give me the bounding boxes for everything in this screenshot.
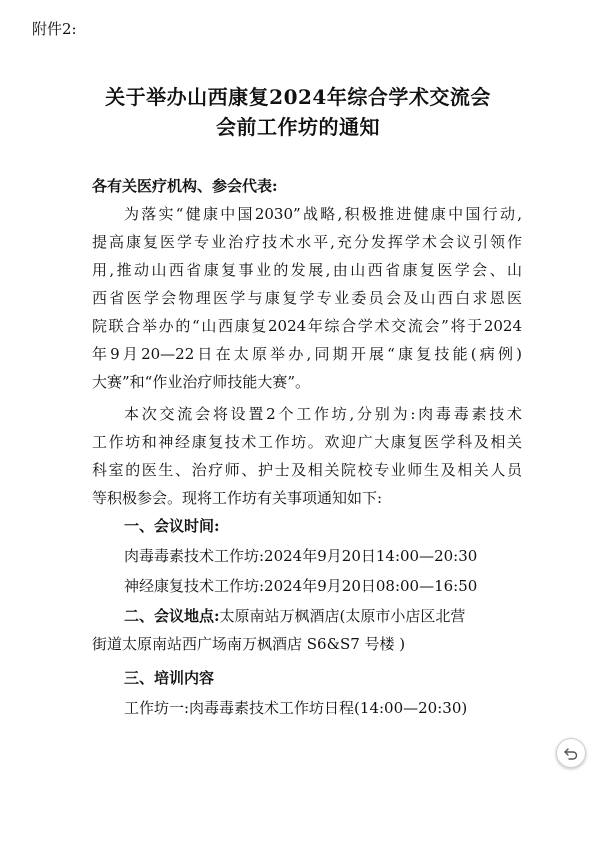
section-3-heading: 三、培训内容 [124,669,215,687]
venue-text: 太原南站万枫酒店(太原市小店区北营 [219,607,466,625]
paragraph-line: 工作坊和神经康复技术工作坊。欢迎广大康复医学科及相关 [92,433,522,451]
document-title-line-1: 关于举办山西康复2024年综合学术交流会 [105,85,491,109]
back-button[interactable] [556,738,586,768]
schedule-item-neuro: 神经康复技术工作坊:2024年9月20日08:00—16:50 [124,577,478,595]
document-title-line-2: 会前工作坊的通知 [216,115,380,139]
paragraph-line: 西省医学会物理医学与康复学专业委员会及山西白求恩医 [92,289,522,307]
paragraph-line: 年9月20—22日在太原举办,同期开展“康复技能(病例) [92,345,522,363]
attachment-label: 附件2: [32,20,77,38]
section-2-heading: 二、会议地点: [124,607,220,625]
paragraph-line: 提高康复医学专业治疗技术水平,充分发挥学术会议引领作 [92,233,522,251]
paragraph-line: 等积极参会。现将工作坊有关事项通知如下: [92,489,383,507]
paragraph-line: 大赛”和“作业治疗师技能大赛”。 [92,373,311,391]
workshop-1-schedule: 工作坊一:肉毒毒素技术工作坊日程(14:00—20:30) [124,699,468,717]
salutation: 各有关医疗机构、参会代表: [92,177,278,195]
paragraph-line: 为落实“健康中国2030”战略,积极推进健康中国行动, [124,205,522,223]
paragraph-line: 用,推动山西省康复事业的发展,由山西省康复医学会、山 [92,261,522,279]
back-arrow-icon [563,745,579,761]
section-2-line [124,606,522,626]
venue-address: 街道太原南站西广场南万枫酒店 S6&S7 号楼 ) [92,635,406,653]
paragraph-line: 本次交流会将设置2个工作坊,分别为:肉毒毒素技术 [124,405,522,423]
schedule-item-botulinum: 肉毒毒素技术工作坊:2024年9月20日14:00—20:30 [124,547,478,565]
paragraph-line: 科室的医生、治疗师、护士及相关院校专业师生及相关人员 [92,461,522,479]
section-1-heading: 一、会议时间: [124,517,220,535]
paragraph-line: 院联合举办的“山西康复2024年综合学术交流会”将于2024 [92,317,522,335]
